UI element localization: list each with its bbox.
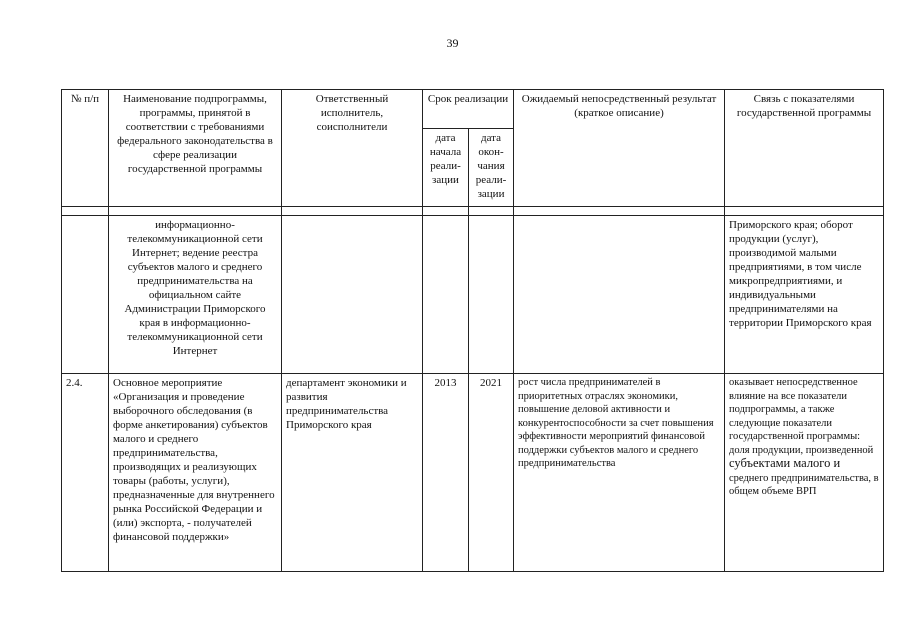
row-name: Основное мероприятие «Организация и проведение выборочного обследования (в форме анкетирования) субъектов малого и среднего предпринимательства, производящих и реализующих товары (работы, услуги), предназначенные для внутреннего рынка Российской Федерации и (или) экспорта, - получателей финансовой поддержки» [109,374,282,572]
header-term: Срок реализации [423,90,514,129]
header-link: Связь с показателями государственной программы [725,90,884,207]
row-executor [282,216,423,374]
row-start: 2013 [423,374,469,572]
header-start: дата начала реали-зации [423,129,469,207]
row-num: 2.4. [62,374,109,572]
row-start [423,216,469,374]
row-result: рост числа предпринимателей в приоритетных отраслях экономики, повышение деловой активности и конкурентоспособности за счет повышения эффективности мероприятий финансовой поддержки субъектов малого и среднего предпринимательства [514,374,725,572]
spacer-row [62,207,884,216]
header-result: Ожидаемый непосредственный результат (краткое описание) [514,90,725,207]
header-row-1 [62,90,884,129]
row-link-part-c: среднего предпринимательства, в общем объеме ВРП [729,472,879,497]
table-row [62,374,884,572]
page-number: 39 [446,36,459,50]
header-name: Наименование подпрограммы, программы, принятой в соответствии с требованиями федерального законодательства в сфере реализации государственной программы [109,90,282,207]
row-num [62,216,109,374]
row-executor: департамент экономики и развития предпринимательства Приморского края [282,374,423,572]
header-end: дата окон-чания реали-зации [469,129,514,207]
row-end: 2021 [469,374,514,572]
table-row [62,216,884,374]
header-executor: Ответственный исполнитель, соисполнители [282,90,423,207]
row-result [514,216,725,374]
row-link [725,374,884,572]
program-table [61,89,884,572]
row-link-part-b: субъектами малого и [729,456,841,470]
row-link-part-a: оказывает непосредственное влияние на все показатели подпрограммы, а также следующие показатели государственной программы: доля продукции, произведенной [729,377,874,456]
header-num: № п/п [62,90,109,207]
row-link: Приморского края; оборот продукции (услуг), производимой малыми предприятиями, в том числе микропредприятиями, и индивидуальными предпринимателями на территории Приморского края [725,216,884,374]
row-end [469,216,514,374]
row-name: информационно-телекоммуникационной сети Интернет; ведение реестра субъектов малого и среднего предпринимательства на официальном сайте Администрации Приморского края в информационно-телекоммуникационной сети Интернет [109,216,282,374]
